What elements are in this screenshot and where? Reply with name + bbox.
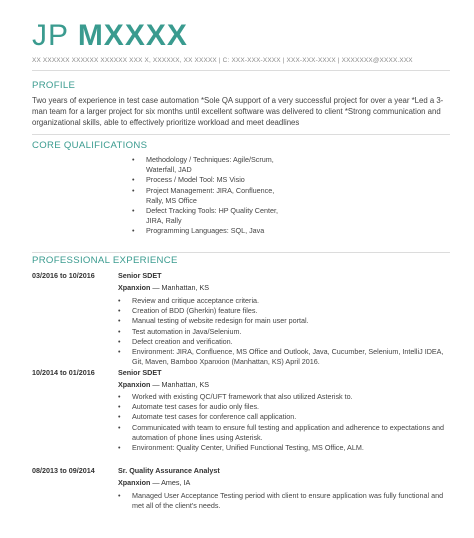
header-divider [32, 70, 450, 71]
list-item: • Manual testing of website redesign for main user portal. [118, 316, 448, 326]
list-item: • Programming Languages: SQL, Java [132, 226, 282, 236]
job-title: Sr. Quality Assurance Analyst [118, 466, 220, 475]
first-name: JP [32, 19, 69, 52]
qualifications-divider [32, 252, 450, 253]
list-item: • Project Management: JIRA, Confluence, Rally, MS Office [132, 186, 282, 206]
job-bullets [118, 392, 448, 453]
list-item: • Environment: JIRA, Confluence, MS Office and Outlook, Java, Cucumber, Selenium, IntelliJ IDEA, Git, Maven, Bamboo Xpanxion (Manhattan, KS) April 2016. [118, 347, 448, 367]
company-location: — Ames, IA [150, 478, 191, 487]
company-location: — Manhattan, KS [150, 380, 210, 389]
last-name: MXXXX [77, 19, 188, 52]
company-name: Xpanxion [118, 283, 151, 292]
list-item: • Managed User Acceptance Testing period with client to ensure application was fully functional and met all of the client's needs. [118, 491, 448, 511]
list-item: • Defect creation and verification. [118, 337, 448, 347]
profile-text: Two years of experience in test case automation *Sole QA support of a very successful project for over a year *Led a 3-man team for a larger project for six months until excellent software was delivered to client *Strong communication and organizational skills, able to effectively prioritize workload and meet deadlines [32, 96, 444, 127]
qualifications-heading: CORE QUALIFICATIONS [32, 140, 148, 151]
contact-line: XX XXXXXX XXXXXX XXXXXX XXX X, XXXXXX, XX XXXXX | C: XXX-XXX-XXXX | XXX-XXX-XXXX | XXXXXXX@XXXX.XXX [32, 57, 413, 64]
list-item: • Creation of BDD (Gherkin) feature files. [118, 306, 448, 316]
company-location: — Manhattan, KS [150, 283, 210, 292]
job-bullets [118, 491, 448, 511]
list-item: • Automate test cases for audio only files. [118, 402, 448, 412]
job-company [118, 380, 209, 389]
job-company [118, 283, 209, 292]
job-title: Senior SDET [118, 271, 162, 280]
profile-heading: PROFILE [32, 80, 76, 91]
list-item: • Test automation in Java/Selenium. [118, 327, 448, 337]
company-name: Xpanxion [118, 478, 151, 487]
job-dates: 03/2016 to 10/2016 [32, 271, 95, 280]
list-item: • Review and critique acceptance criteria. [118, 296, 448, 306]
list-item: • Methodology / Techniques: Agile/Scrum, Waterfall, JAD [132, 155, 282, 175]
list-item: • Defect Tracking Tools: HP Quality Center, JIRA, Rally [132, 206, 282, 226]
job-company [118, 478, 190, 487]
job-dates: 10/2014 to 01/2016 [32, 368, 95, 377]
experience-heading: PROFESSIONAL EXPERIENCE [32, 255, 178, 266]
list-item: • Communicated with team to ensure full testing and application and adherence to expectations and automation of phone lines using Asterisk. [118, 423, 448, 443]
list-item: • Worked with existing QC/UFT framework that also utilized Asterisk to. [118, 392, 448, 402]
job-title: Senior SDET [118, 368, 162, 377]
profile-divider [32, 134, 450, 135]
list-item: • Automate test cases for conference call application. [118, 412, 448, 422]
qualifications-list [132, 155, 282, 237]
company-name: Xpanxion [118, 380, 151, 389]
list-item: • Environment: Quality Center, Unified Functional Testing, MS Office, ALM. [118, 443, 448, 453]
list-item: • Process / Model Tool: MS Visio [132, 175, 282, 185]
candidate-name [32, 18, 188, 54]
job-bullets [118, 296, 448, 367]
job-dates: 08/2013 to 09/2014 [32, 466, 95, 475]
